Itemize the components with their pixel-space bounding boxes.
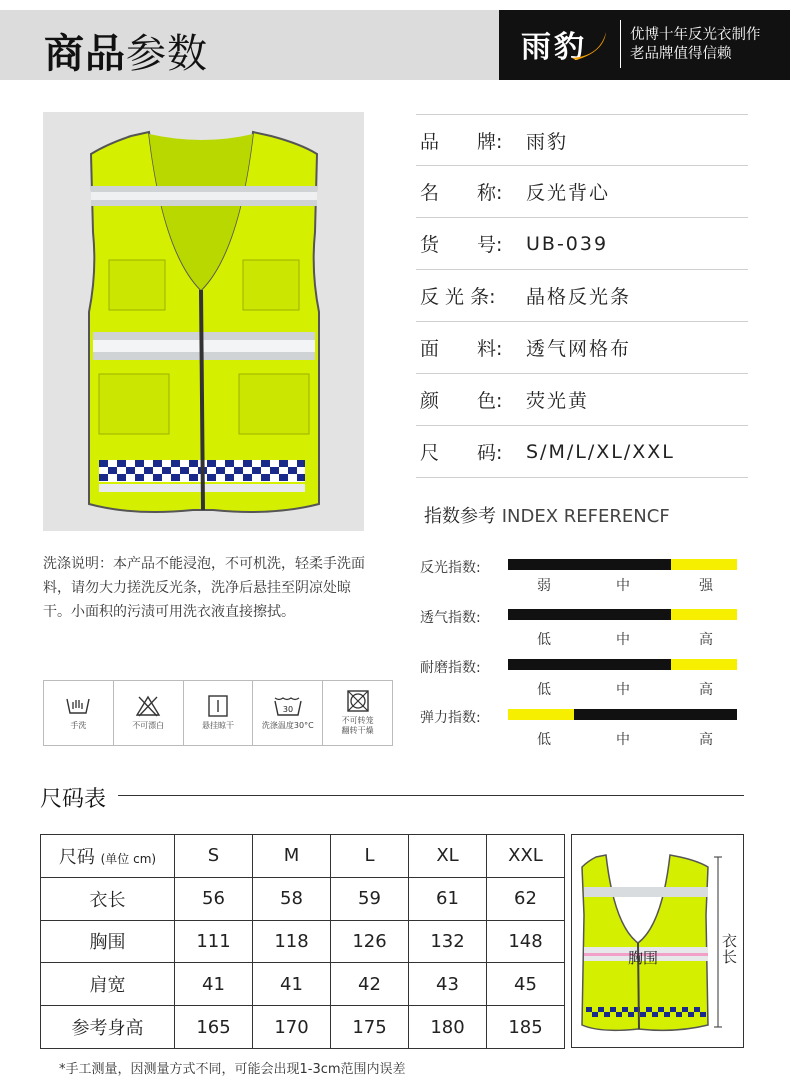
size-cell: 165 xyxy=(175,1006,253,1049)
index-title-en: INDEX REFERENCF xyxy=(501,506,670,527)
index-tick: 高 xyxy=(699,632,713,648)
index-bar-breathability xyxy=(508,609,737,620)
size-cell: 58 xyxy=(253,877,331,920)
page-title xyxy=(44,22,208,79)
spec-value: 透气网格布 xyxy=(526,338,632,360)
spec-label: 名 称: xyxy=(420,182,503,204)
index-bar-reflective xyxy=(508,559,737,570)
index-bar-abrasion xyxy=(508,659,737,670)
hang-dry-icon xyxy=(205,695,231,717)
size-cell: 62 xyxy=(487,877,565,920)
spec-row-brand xyxy=(416,114,748,166)
size-header-cell xyxy=(41,835,175,878)
index-tick: 低 xyxy=(537,682,551,698)
no-tumble-dry-icon xyxy=(346,690,370,712)
size-col-header: M xyxy=(253,835,331,878)
size-cell: 148 xyxy=(487,920,565,963)
size-header-label: 尺码 xyxy=(58,846,95,868)
size-cell: 43 xyxy=(409,963,487,1006)
spec-label: 尺 码: xyxy=(420,442,503,464)
index-label-abrasion: 耐磨指数: xyxy=(420,660,481,676)
spec-row-item-number xyxy=(416,218,748,270)
spec-label: 品 牌: xyxy=(420,130,503,153)
index-bar-fill xyxy=(671,659,737,670)
size-table xyxy=(40,834,565,1049)
care-caption: 手洗 xyxy=(70,721,87,730)
care-cell-no-bleach xyxy=(114,681,184,745)
spec-label: 颜 色: xyxy=(420,390,503,412)
spec-value: 荧光黄 xyxy=(526,390,590,412)
size-cell: 170 xyxy=(253,1006,331,1049)
care-cell-no-tumble-dry xyxy=(323,681,392,745)
spec-row-name xyxy=(416,166,748,218)
spec-value: 晶格反光条 xyxy=(526,286,632,308)
index-bar-elasticity xyxy=(508,709,737,720)
title-bold: 商品 xyxy=(44,31,126,77)
table-row xyxy=(41,963,565,1006)
brand-swoosh-icon xyxy=(570,28,610,62)
hand-wash-icon xyxy=(65,695,91,717)
size-cell: 180 xyxy=(409,1006,487,1049)
index-tick: 高 xyxy=(699,682,713,698)
table-row xyxy=(41,1006,565,1049)
size-cell: 111 xyxy=(175,920,253,963)
care-caption-line1: 不可转笼 xyxy=(341,716,374,725)
diagram-length-label: 衣长 xyxy=(722,932,738,966)
product-photo xyxy=(43,112,364,531)
index-label-elasticity: 弹力指数: xyxy=(420,710,481,726)
size-cell: 41 xyxy=(253,963,331,1006)
index-title-cn: 指数参考 xyxy=(424,506,496,527)
index-tick: 低 xyxy=(537,732,551,748)
care-caption xyxy=(342,716,374,736)
index-tick: 中 xyxy=(616,682,630,698)
size-col-header: XXL xyxy=(487,835,565,878)
index-tick: 中 xyxy=(616,578,630,594)
size-row-label: 参考身高 xyxy=(41,1006,175,1049)
size-cell: 175 xyxy=(331,1006,409,1049)
brand-separator xyxy=(620,20,621,68)
table-row xyxy=(41,877,565,920)
size-cell: 132 xyxy=(409,920,487,963)
table-row xyxy=(41,920,565,963)
size-cell: 56 xyxy=(175,877,253,920)
size-col-header: XL xyxy=(409,835,487,878)
size-cell: 61 xyxy=(409,877,487,920)
index-bar-fill xyxy=(508,709,574,720)
index-title xyxy=(424,502,670,528)
diagram-chest-label: 胸围 xyxy=(628,949,659,967)
brand-slogan xyxy=(630,26,761,64)
size-header-unit: (单位 cm) xyxy=(100,851,157,866)
index-tick: 强 xyxy=(699,578,713,594)
index-label-breathability: 透气指数: xyxy=(420,610,481,626)
size-cell: 118 xyxy=(253,920,331,963)
brand-logo: 雨豹 xyxy=(521,30,587,65)
size-cell: 42 xyxy=(331,963,409,1006)
measurement-note: *手工测量，因测量方式不同，可能会出现1-3cm范围内误差 xyxy=(59,1062,406,1077)
index-bar-fill xyxy=(671,609,737,620)
spec-label: 面 料: xyxy=(420,338,503,360)
spec-list xyxy=(416,114,748,478)
spec-label: 反 光 条: xyxy=(420,286,496,308)
wash-temp-number: 30 xyxy=(282,705,293,714)
spec-row-fabric xyxy=(416,322,748,374)
size-table-title: 尺码表 xyxy=(40,787,107,812)
care-caption: 不可漂白 xyxy=(132,721,165,730)
spec-row-color xyxy=(416,374,748,426)
wash-temp-icon xyxy=(273,695,303,717)
index-tick: 高 xyxy=(699,732,713,748)
title-rest: 参数 xyxy=(126,31,208,77)
index-bar-fill xyxy=(671,559,737,570)
index-tick: 低 xyxy=(537,632,551,648)
size-cell: 185 xyxy=(487,1006,565,1049)
size-cell: 41 xyxy=(175,963,253,1006)
care-cell-hand-wash xyxy=(44,681,114,745)
size-row-label: 衣长 xyxy=(41,877,175,920)
size-diagram xyxy=(571,834,744,1048)
slogan-line-1: 优博十年反光衣制作 xyxy=(630,27,761,43)
spec-row-size xyxy=(416,426,748,478)
index-tick: 中 xyxy=(616,632,630,648)
size-col-header: L xyxy=(331,835,409,878)
index-tick: 弱 xyxy=(537,578,551,594)
care-icon-strip xyxy=(43,680,393,746)
size-row-label: 胸围 xyxy=(41,920,175,963)
spec-value: S/M/L/XL/XXL xyxy=(526,440,675,463)
vest-illustration xyxy=(43,112,364,531)
size-cell: 126 xyxy=(331,920,409,963)
care-cell-wash-temp xyxy=(253,681,323,745)
size-col-header: S xyxy=(175,835,253,878)
spec-label: 货 号: xyxy=(420,234,503,256)
spec-row-reflective-strip xyxy=(416,270,748,322)
care-cell-hang-dry xyxy=(184,681,254,745)
size-title-divider xyxy=(118,795,744,796)
spec-value: 反光背心 xyxy=(526,182,611,204)
size-cell: 59 xyxy=(331,877,409,920)
slogan-line-2: 老品牌值得信赖 xyxy=(630,46,732,62)
table-row xyxy=(41,835,565,878)
care-caption: 悬挂晾干 xyxy=(201,721,234,730)
care-caption: 洗涤温度30°C xyxy=(261,721,314,730)
size-row-label: 肩宽 xyxy=(41,963,175,1006)
index-tick: 中 xyxy=(616,732,630,748)
no-bleach-icon xyxy=(135,695,161,717)
size-diagram-vest xyxy=(572,835,743,1047)
spec-value: 雨豹 xyxy=(526,130,569,153)
size-cell: 45 xyxy=(487,963,565,1006)
care-instructions: 洗涤说明：本产品不能浸泡，不可机洗，轻柔手洗面料，请勿大力搓洗反光条，洗净后悬挂至阴凉处晾干。小面积的污渍可用洗衣液直接擦拭。 xyxy=(43,556,365,620)
spec-value: UB-039 xyxy=(526,232,609,255)
care-caption-line2: 翻转干燥 xyxy=(341,726,374,735)
index-label-reflective: 反光指数: xyxy=(420,560,481,576)
